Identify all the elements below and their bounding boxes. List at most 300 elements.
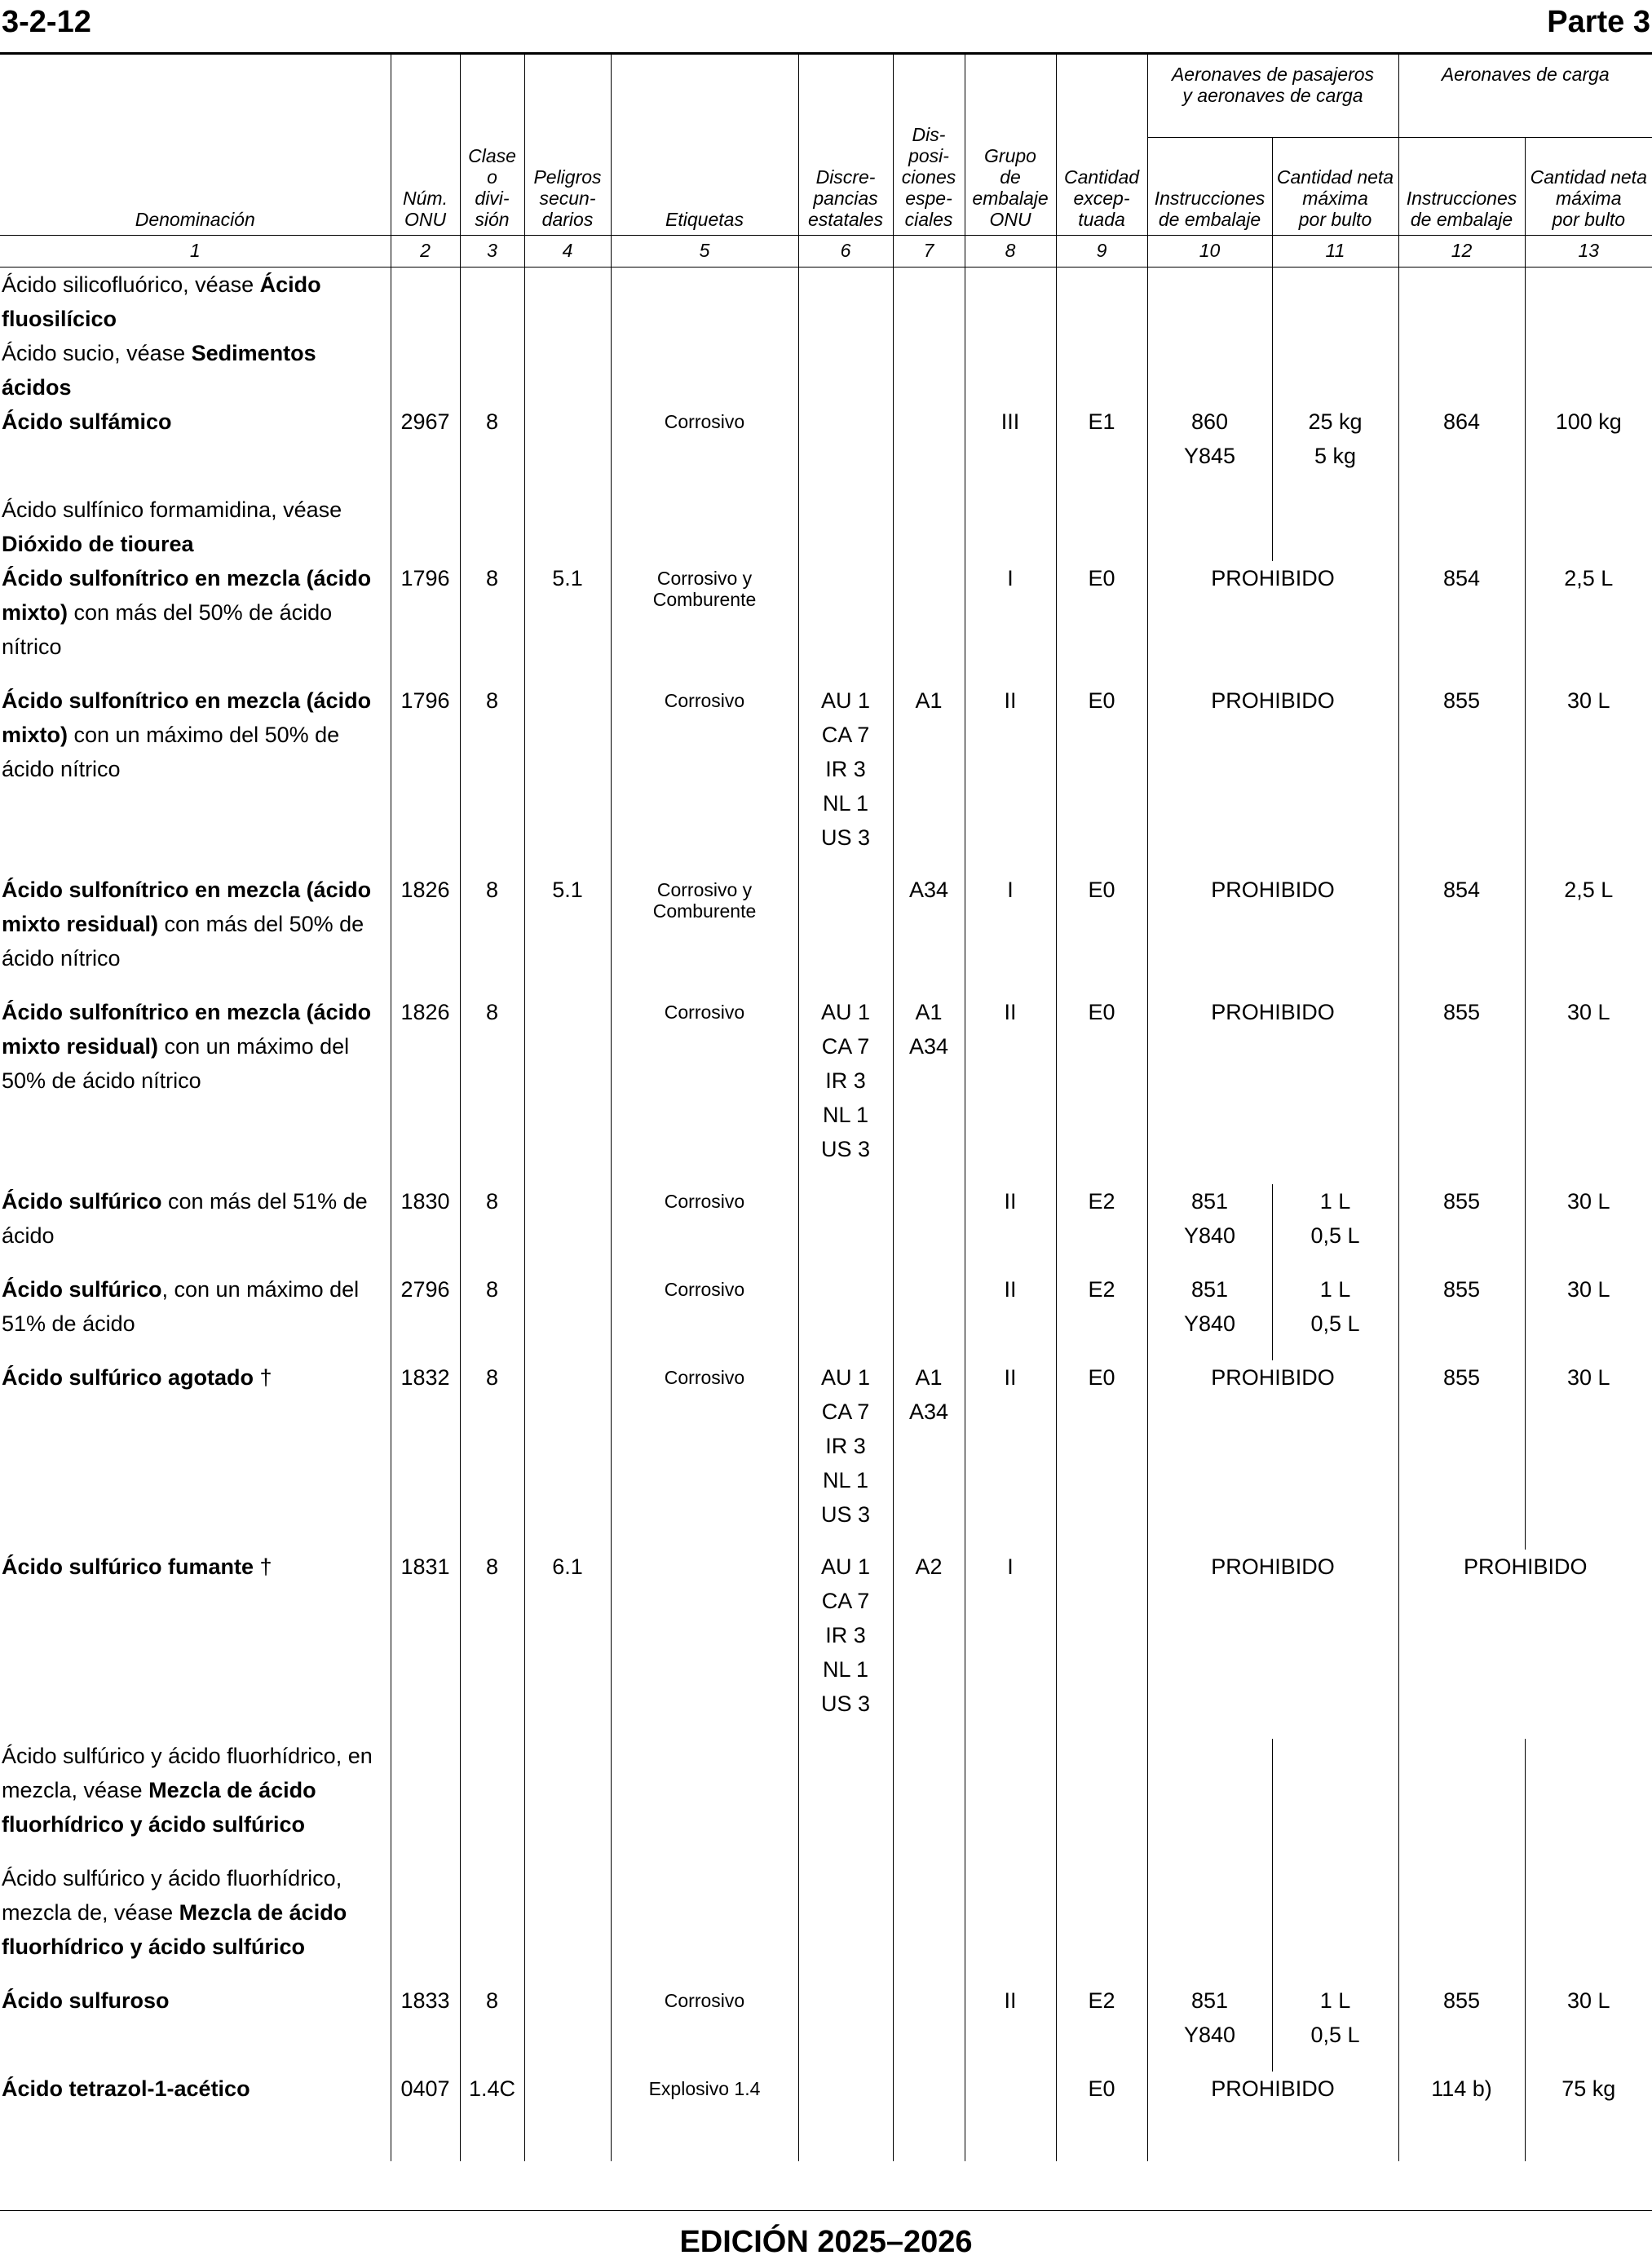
labels-cell [611,561,798,683]
denominacion-line [2,941,391,975]
table-row [0,336,1652,405]
class-cell: 8 [460,1360,524,1550]
subsidiary-hazard-cell [524,1184,611,1272]
class-cell: 8 [460,995,524,1184]
class-cell: 8 [460,1272,524,1360]
cao-packing-instruction-cell [1398,995,1525,1184]
denominacion-cell [0,1861,391,1983]
subsidiary-hazard-cell [524,268,611,337]
class-cell [460,1739,524,1861]
packing-group-cell [965,2072,1056,2161]
special-provisions-cell [893,493,965,561]
pax-forbidden-cell: PROHIBIDO [1147,1360,1398,1550]
substance-text: Ácido silicofluórico, véase [2,272,260,297]
cao-packing-instruction-cell [1398,405,1525,493]
labels-cell [611,493,798,561]
column-number: 2 [391,236,460,268]
labels-cell [611,405,798,493]
pax-forbidden-cell: PROHIBIDO [1147,873,1398,995]
column-number: 13 [1525,236,1652,268]
state-variation: IR 3 [825,757,866,781]
column-number: 7 [893,236,965,268]
label-text: Corrosivo y [656,568,753,589]
state-variation: CA 7 [821,1400,870,1424]
cao-max-quantity-cell [1525,873,1652,995]
denominacion-cell [0,405,391,493]
page-number: 3-2-12 [2,5,91,39]
special-provision: A1 [915,1000,943,1024]
un-number-cell [391,268,460,337]
label-text: Corrosivo [664,411,745,432]
excepted-quantity-cell: E0 [1056,2072,1147,2161]
substance-name: Mezcla de ácido [148,1778,316,1802]
denominacion-line [2,1861,391,1895]
max-quantity: 1 L [1319,1189,1351,1214]
substance-name: fluosilícico [2,307,117,331]
max-quantity: 0,5 L [1310,1311,1360,1336]
excepted-quantity-cell: E1 [1056,405,1147,493]
excepted-quantity-cell: E2 [1056,1184,1147,1272]
denominacion-cell [0,2072,391,2161]
subsidiary-hazard-cell [524,405,611,493]
cao-packing-instruction-cell [1398,493,1525,561]
cao-packing-instruction-cell [1398,683,1525,873]
substance-name: Ácido sulfonítrico en mezcla (ácido [2,688,372,713]
label-text: Corrosivo [664,1002,745,1023]
cao-max-quantity-cell [1525,1360,1652,1550]
group-header-carga: Aeronaves de carga [1398,54,1652,138]
col-header-pax-instrucciones: Instrucciones de embalaje [1147,138,1272,236]
substance-text: Ácido sulfúrico y ácido fluorhídrico, en [2,1744,373,1768]
special-provisions-cell [893,2072,965,2161]
excepted-quantity-cell [1056,336,1147,405]
class-cell [460,268,524,337]
substance-name: Ácido tetrazol-1-acético [2,2076,250,2101]
subsidiary-hazard-cell [524,336,611,405]
pax-max-quantity-cell [1272,1184,1398,1272]
substance-name: Ácido sulfúrico fumante [2,1554,254,1579]
special-provisions-cell [893,405,965,493]
state-variation: IR 3 [825,1068,866,1093]
un-number-cell [391,336,460,405]
cao-packing-instruction-cell [1398,2072,1525,2161]
packing-instruction: 860 [1190,409,1229,434]
denominacion-cell [0,336,391,405]
special-provision: A34 [908,1034,949,1059]
packing-group-cell [965,493,1056,561]
substance-name: mixto residual) [2,1034,159,1059]
max-quantity: 30 L [1566,688,1610,713]
substance-name: ácidos [2,375,72,400]
state-variations-cell [798,1272,893,1360]
col-header-discrepancias: Discre- pancias estatales [798,54,893,236]
denominacion-line [2,1307,391,1341]
denominacion-cell [0,1184,391,1272]
un-number-cell: 2796 [391,1272,460,1360]
denominacion-cell [0,561,391,683]
denominacion-line [2,1739,391,1773]
column-number: 12 [1398,236,1525,268]
packing-instruction: 855 [1442,1189,1481,1214]
subsidiary-hazard-cell [524,995,611,1184]
denominacion-cell [0,493,391,561]
state-variation: NL 1 [822,1103,869,1127]
max-quantity: 30 L [1566,1988,1610,2013]
substance-text: Ácido sucio, véase [2,341,192,365]
class-cell: 8 [460,561,524,683]
state-variations-cell [798,2072,893,2161]
cao-packing-instruction-cell [1398,268,1525,337]
class-cell [460,493,524,561]
un-number-cell: 1830 [391,1184,460,1272]
subsidiary-hazard-cell [524,1861,611,1983]
max-quantity: 0,5 L [1310,2023,1360,2047]
denominacion-line [2,995,391,1029]
denominacion-cell [0,995,391,1184]
class-cell: 8 [460,873,524,995]
pax-max-quantity-cell [1272,405,1398,493]
state-variations-cell [798,995,893,1184]
un-number-cell: 1831 [391,1550,460,1739]
table-row [0,561,1652,683]
pax-packing-instruction-cell [1147,493,1272,561]
column-number: 6 [798,236,893,268]
pax-forbidden-cell: PROHIBIDO [1147,2072,1398,2161]
packing-group-cell: I [965,873,1056,995]
packing-group-cell: I [965,561,1056,683]
max-quantity: 100 kg [1555,409,1622,434]
part-label: Parte 3 [1547,5,1650,39]
labels-cell [611,1272,798,1360]
un-number-cell [391,1861,460,1983]
denominacion-line [2,907,391,941]
un-number-cell: 1833 [391,1983,460,2072]
column-number: 3 [460,236,524,268]
excepted-quantity-cell: E0 [1056,873,1147,995]
substance-name: mixto) [2,600,68,625]
substance-name: Ácido sulfonítrico en mezcla (ácido [2,1000,372,1024]
excepted-quantity-cell: E0 [1056,1360,1147,1550]
pax-forbidden-cell: PROHIBIDO [1147,561,1398,683]
special-provisions-cell [893,683,965,873]
denominacion-line [2,1550,391,1584]
label-text: Comburente [652,900,757,922]
substance-name: Ácido sulfámico [2,409,172,434]
labels-cell [611,268,798,337]
pax-packing-instruction-cell [1147,1861,1272,1983]
packing-instruction: Y840 [1183,2023,1236,2047]
denominacion-cell [0,1360,391,1550]
cao-max-quantity-cell [1525,1983,1652,2072]
state-variation: AU 1 [820,688,871,713]
column-number: 5 [611,236,798,268]
max-quantity: 30 L [1566,1189,1610,1214]
max-quantity: 75 kg [1561,2076,1616,2101]
dangerous-goods-table [0,54,1652,2161]
packing-group-cell [965,268,1056,337]
cao-max-quantity-cell [1525,2072,1652,2161]
packing-instruction: 855 [1442,1988,1481,2013]
class-cell: 8 [460,1983,524,2072]
table-row [0,405,1652,493]
class-cell: 8 [460,683,524,873]
state-variation: CA 7 [821,723,870,747]
denominacion-cell [0,1272,391,1360]
column-number: 11 [1272,236,1398,268]
pax-forbidden-cell: PROHIBIDO [1147,995,1398,1184]
un-number-cell: 0407 [391,2072,460,2161]
cao-max-quantity-cell [1525,1184,1652,1272]
state-variation: CA 7 [821,1589,870,1613]
table-row [0,1739,1652,1861]
substance-text: con más del 51% de [161,1189,368,1214]
substance-text: 50% de ácido nítrico [2,1068,201,1093]
packing-instruction: 855 [1442,1277,1481,1302]
denominacion-line [2,1184,391,1218]
labels-cell [611,1739,798,1861]
state-variation: AU 1 [820,1365,871,1390]
substance-name: Sedimentos [191,341,316,365]
excepted-quantity-cell [1056,1550,1147,1739]
state-variation: IR 3 [825,1434,866,1458]
denominacion-cell [0,1550,391,1739]
cao-max-quantity-cell [1525,561,1652,683]
denominacion-line [2,1930,391,1964]
substance-text: † [254,1554,272,1579]
substance-name: mixto) [2,723,68,747]
un-number-cell: 1832 [391,1360,460,1550]
cao-packing-instruction-cell [1398,1360,1525,1550]
substance-text: ácido nítrico [2,946,121,971]
class-cell: 1.4C [460,2072,524,2161]
class-cell [460,336,524,405]
subsidiary-hazard-cell [524,1272,611,1360]
substance-name: Mezcla de ácido [179,1900,347,1925]
un-number-cell: 1826 [391,995,460,1184]
class-cell [460,1861,524,1983]
state-variation: NL 1 [822,1468,869,1492]
special-provision: A34 [908,1400,949,1424]
substance-name: fluorhídrico y ácido sulfúrico [2,1812,306,1837]
state-variation: US 3 [820,1691,871,1716]
label-text: Corrosivo [664,690,745,711]
denominacion-line [2,561,391,595]
subsidiary-hazard-cell [524,1360,611,1550]
max-quantity: 30 L [1566,1000,1610,1024]
special-provisions-cell [893,1272,965,1360]
substance-name: Ácido sulfonítrico en mezcla (ácido [2,566,372,590]
state-variations-cell [798,1861,893,1983]
class-cell: 8 [460,1550,524,1739]
excepted-quantity-cell: E0 [1056,561,1147,683]
denominacion-line [2,370,391,405]
subsidiary-hazard-cell [524,1983,611,2072]
cao-max-quantity-cell [1525,493,1652,561]
state-variation: NL 1 [822,791,869,816]
packing-instruction: 851 [1190,1988,1229,2013]
pax-packing-instruction-cell [1147,405,1272,493]
special-provisions-cell [893,561,965,683]
table-header [0,54,1652,268]
denominacion-cell [0,683,391,873]
max-quantity: 2,5 L [1564,566,1614,590]
column-number: 9 [1056,236,1147,268]
special-provisions-cell [893,1739,965,1861]
denominacion-line [2,1272,391,1307]
denominacion-cell [0,268,391,337]
packing-group-cell [965,1739,1056,1861]
packing-instruction: 851 [1190,1189,1229,1214]
state-variation: CA 7 [821,1034,870,1059]
special-provisions-cell [893,995,965,1184]
label-text: Corrosivo [664,1367,745,1388]
excepted-quantity-cell: E2 [1056,1272,1147,1360]
packing-group-cell: II [965,1360,1056,1550]
max-quantity: 5 kg [1314,444,1357,468]
cao-packing-instruction-cell [1398,1184,1525,1272]
column-number: 10 [1147,236,1272,268]
state-variations-cell [798,561,893,683]
pax-max-quantity-cell [1272,1272,1398,1360]
label-text: Corrosivo y [656,879,753,900]
cao-max-quantity-cell [1525,336,1652,405]
cao-max-quantity-cell [1525,1739,1652,1861]
excepted-quantity-cell: E0 [1056,995,1147,1184]
state-variations-cell [798,1184,893,1272]
substance-name: Ácido sulfúrico agotado [2,1365,254,1390]
packing-group-cell: I [965,1550,1056,1739]
substance-name: Ácido sulfonítrico en mezcla (ácido [2,878,372,902]
col-header-denominacion: Denominación [135,209,255,230]
group-header-pasajeros: Aeronaves de pasajeros y aeronaves de carga [1147,54,1398,138]
un-number-cell: 1826 [391,873,460,995]
pax-forbidden-cell: PROHIBIDO [1147,1550,1398,1739]
denominacion-line [2,527,391,561]
substance-name: Dióxido de tiourea [2,532,194,556]
state-variation: IR 3 [825,1623,866,1647]
table-row [0,2072,1652,2161]
class-cell: 8 [460,1184,524,1272]
state-variation: US 3 [820,1137,871,1161]
packing-group-cell [965,336,1056,405]
cao-packing-instruction-cell [1398,1272,1525,1360]
pax-max-quantity-cell [1272,493,1398,561]
column-number: 4 [524,236,611,268]
subsidiary-hazard-cell [524,683,611,873]
table-row [0,683,1652,873]
cao-max-quantity-cell [1525,1272,1652,1360]
denominacion-line [2,1029,391,1063]
table-row [0,873,1652,995]
special-provision: A34 [908,878,949,902]
packing-group-cell: III [965,405,1056,493]
state-variations-cell [798,683,893,873]
table-row [0,493,1652,561]
labels-cell [611,1983,798,2072]
substance-name: Ácido sulfúrico [2,1277,162,1302]
max-quantity: 1 L [1319,1988,1351,2013]
cao-packing-instruction-cell [1398,873,1525,995]
state-variations-cell [798,873,893,995]
excepted-quantity-cell [1056,1861,1147,1983]
state-variations-cell [798,1360,893,1550]
denominacion-cell [0,1739,391,1861]
labels-cell [611,873,798,995]
packing-instruction: 854 [1442,566,1481,590]
cao-max-quantity-cell [1525,683,1652,873]
packing-instruction: Y840 [1183,1311,1236,1336]
col-header-cantidad-exceptuada: Cantidad excep- tuada [1056,54,1147,236]
max-quantity: 25 kg [1308,409,1363,434]
label-text: Corrosivo [664,1191,745,1212]
denominacion-line [2,268,391,302]
state-variation: AU 1 [820,1000,871,1024]
labels-cell [611,1861,798,1983]
substance-text: ácido [2,1223,55,1248]
substance-name: mixto residual) [2,912,159,936]
table-row [0,1184,1652,1272]
substance-name: Ácido [259,272,321,297]
denominacion-line [2,1360,391,1395]
packing-instruction: 855 [1442,688,1481,713]
denominacion-line [2,1895,391,1930]
special-provisions-cell [893,268,965,337]
pax-forbidden-cell: PROHIBIDO [1147,683,1398,873]
special-provision: A1 [915,1365,943,1390]
labels-cell [611,336,798,405]
max-quantity: 30 L [1566,1365,1610,1390]
denominacion-line [2,336,391,370]
labels-cell [611,2072,798,2161]
packing-instruction: Y845 [1183,444,1236,468]
denominacion-line [2,630,391,664]
cao-packing-instruction-cell [1398,1739,1525,1861]
labels-cell [611,1550,798,1739]
substance-text: con más del 50% de [158,912,364,936]
table-row [0,1861,1652,1983]
un-number-cell: 1796 [391,683,460,873]
special-provisions-cell [893,873,965,995]
special-provisions-cell [893,1861,965,1983]
substance-name: Ácido sulfúrico [2,1189,162,1214]
substance-text: † [254,1365,272,1390]
col-header-clase: Clase o divi- sión [460,54,524,236]
excepted-quantity-cell: E2 [1056,1983,1147,2072]
denominacion-cell [0,1983,391,2072]
pax-packing-instruction-cell [1147,1739,1272,1861]
packing-group-cell: II [965,995,1056,1184]
col-header-cao-instrucciones: Instrucciones de embalaje [1398,138,1525,236]
col-header-disposiciones: Dis- posi- ciones espe- ciales [893,54,965,236]
denominacion-line [2,493,391,527]
un-number-cell: 2967 [391,405,460,493]
labels-cell [611,683,798,873]
column-number: 8 [965,236,1056,268]
denominacion-line [2,752,391,786]
denominacion-line [2,873,391,907]
cao-packing-instruction-cell [1398,1861,1525,1983]
max-quantity: 0,5 L [1310,1223,1360,1248]
table-row [0,1550,1652,1739]
pax-max-quantity-cell [1272,1739,1398,1861]
denominacion-line [2,2072,391,2106]
special-provision: A2 [915,1554,943,1579]
packing-instruction: 851 [1190,1277,1229,1302]
denominacion-line [2,1983,391,2018]
state-variation: NL 1 [822,1657,869,1682]
column-number-row [0,236,1652,268]
cao-packing-instruction-cell [1398,561,1525,683]
